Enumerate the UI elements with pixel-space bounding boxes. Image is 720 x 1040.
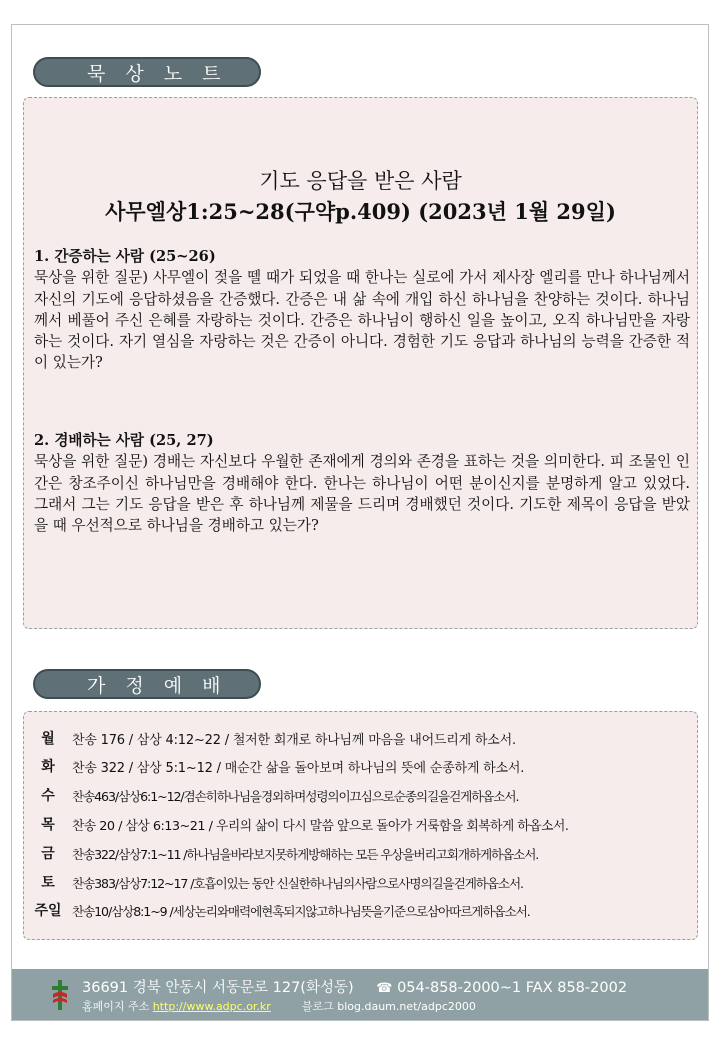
family-row-tue [24,754,697,778]
day-label: 목 [41,817,55,833]
meditation-box [23,97,698,629]
day-text: 찬송322/삼상7:1~11 /하나님을바라보지못하게방해하는 모든 우상을버리고회개하게하옵소서. [72,846,539,862]
homepage-link[interactable]: http://www.adpc.or.kr [152,1000,271,1013]
phone-icon: ☎ [376,981,393,996]
day-label: 금 [41,846,55,862]
blog-label: 블로그 [301,1000,334,1013]
meditation-section-label [33,57,261,87]
point-2-body: 묵상을 위한 질문) 경배는 자신보다 우월한 존재에게 경의와 존경을 표하는 것을 의미한다. 피 조물인 인간은 창조주이신 하나님만을 경배해야 한다. 한나는 하나님이 어떤 분이신지를 분명하게 알고 있었다. 그래서 그는 기도 응답을 받은 후 하나님께 제물을 드리며 경배했던 것이다. 기도한 제목이 응답을 받았을 때 우선적으로 하나님을 경배하고 있는가? [34,453,690,535]
day-label: 화 [41,759,55,775]
family-worship-section-label [33,669,261,699]
day-text: 찬송 20 / 삼상 6:13~21 / 우리의 삶이 다시 말씀 앞으로 돌아가 거룩함을 회복하게 하옵소서. [72,818,569,834]
point-2-heading: 2. 경배하는 사람 (25, 27) [34,432,214,449]
day-label: 토 [41,875,55,891]
day-label: 월 [41,731,55,747]
meditation-title: 기도 응답을 받은 사람 [259,169,462,193]
family-row-thu [24,812,697,836]
blog-url[interactable]: blog.daum.net/adpc2000 [337,1000,476,1013]
day-label: 수 [41,788,55,804]
footer [12,969,708,1020]
footer-address: 36691 경북 안동시 서동문로 127(화성동) [82,980,354,996]
family-worship-box [23,711,698,940]
point-1-heading: 1. 간증하는 사람 (25~26) [34,248,216,265]
family-row-fri [24,841,697,865]
family-worship-section-label-text: 가 정 예 배 [87,674,228,697]
footer-phone: 054-858-2000~1 FAX 858-2002 [397,980,628,996]
family-row-mon [24,726,697,750]
day-text: 찬송 322 / 삼상 5:1~12 / 매순간 삶을 돌아보며 하나님의 뜻에 순종하게 하소서. [72,760,525,776]
day-text: 찬송10/삼상8:1~9 /세상논리와매력에현혹되지않고하나님뜻을기준으로삼아따르게하옵소서. [72,903,530,919]
meditation-subtitle: 사무엘상1:25~28(구약p.409) (2023년 1월 29일) [105,199,616,224]
family-row-sun [24,898,697,922]
day-text: 찬송463/삼상6:1~12/겸손히하나님을경외하며성령의이끄심으로순종의길을걷게하옵소서. [72,788,519,804]
day-text: 찬송383/삼상7:12~17 /호흡이있는 동안 신실한하나님의사람으로사명의길을걷게하옵소서. [72,875,523,891]
day-label: 주일 [34,903,62,919]
footer-web-line [82,998,476,1014]
family-row-wed [24,783,697,807]
meditation-point-1 [34,246,690,374]
church-cross-logo-icon [49,978,71,1012]
point-1-body: 묵상을 위한 질문) 사무엘이 젖을 뗄 때가 되었을 때 한나는 실로에 가서 제사장 엘리를 만나 하나님께서 자신의 기도에 응답하셨음을 간증했다. 간증은 내 삶 속에 개입 하신 하나님을 찬양하는 것이다. 하나님께서 베풀어 주신 은혜를 자랑하는 것이다. 간증은 하나님이 행하신 일을 높이고, 오직 하나님만을 자랑하는 것이다. 자기 열심을 자랑하는 것은 간증이 아니다. 경험한 기도 응답과 하나님의 능력을 간증한 적이 있는가? [34,269,690,372]
family-row-sat [24,870,697,894]
homepage-label: 홈페이지 주소 [82,1000,150,1013]
meditation-point-2 [34,430,690,536]
footer-contact-line [82,976,627,997]
meditation-section-label-text: 묵 상 노 트 [87,62,228,85]
day-text: 찬송 176 / 삼상 4:12~22 / 철저한 회개로 하나님께 마음을 내어드리게 하소서. [72,732,516,748]
